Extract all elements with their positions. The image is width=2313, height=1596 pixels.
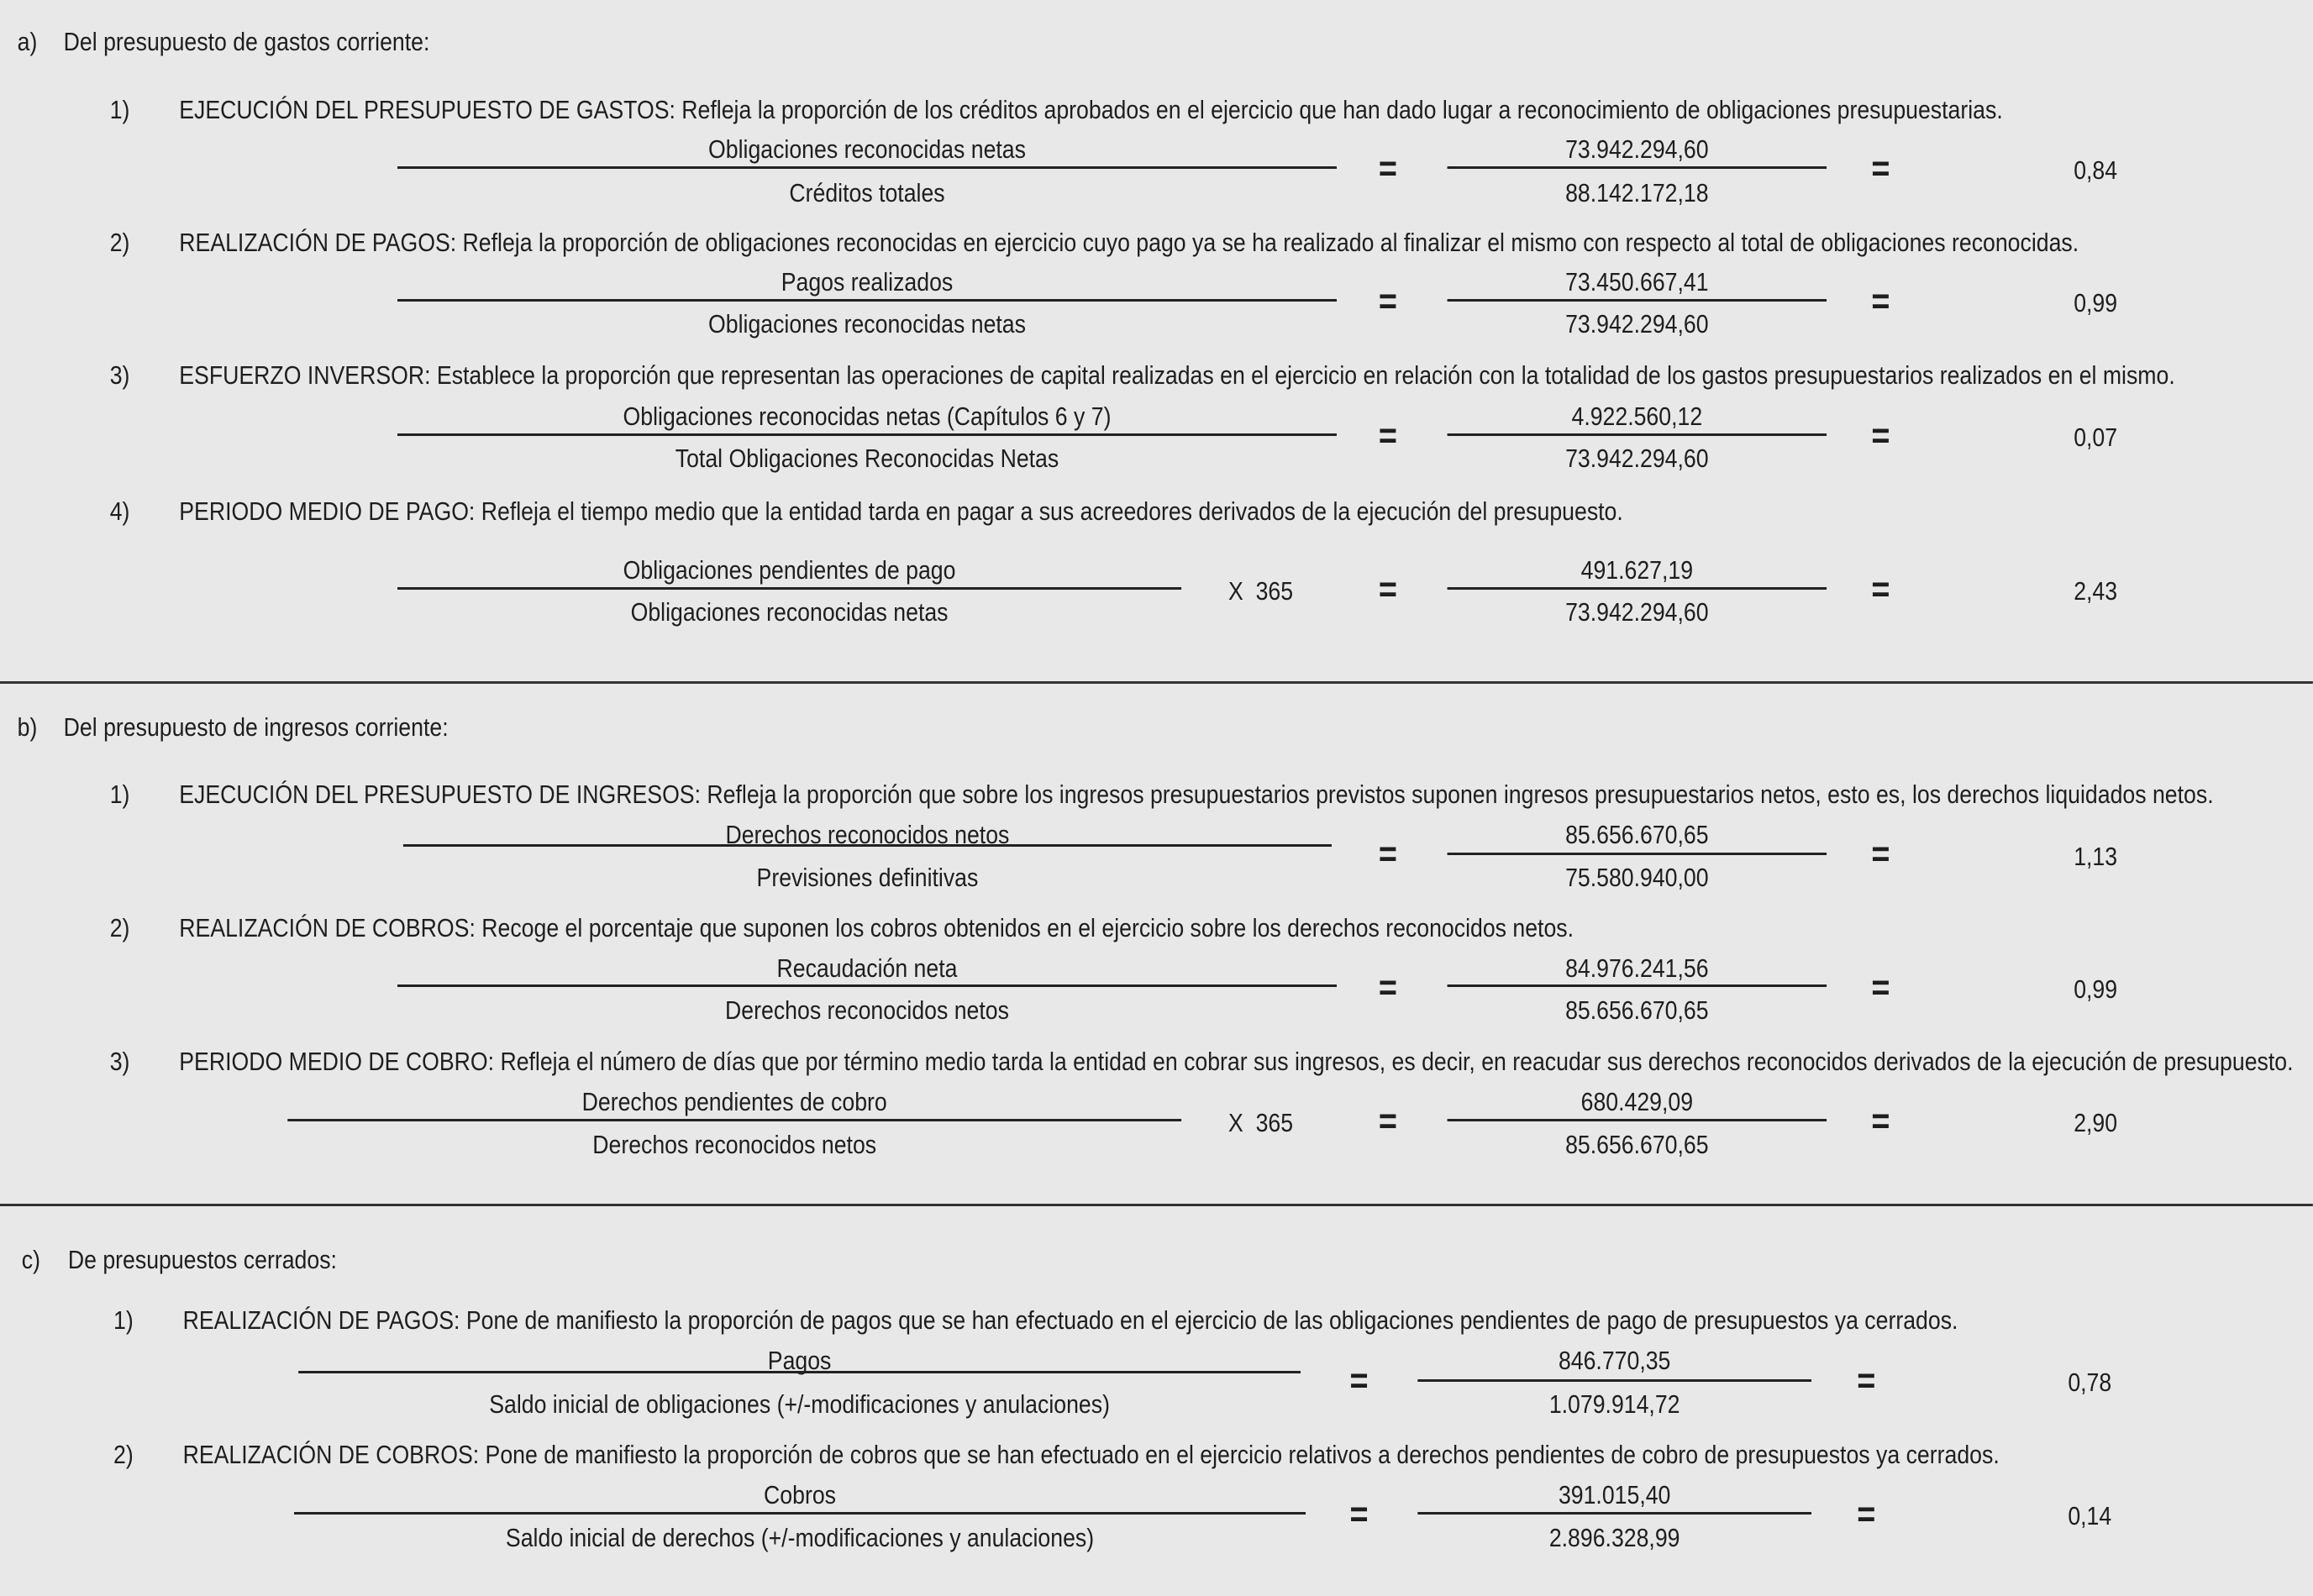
value-fraction-line [1448,166,1827,169]
numerator-value: 73.450.667,41 [1565,267,1709,297]
equals-sign: = [1857,1494,1876,1535]
section-b [0,684,2313,1206]
fraction-line [287,1119,1181,1121]
numerator-value: 491.627,19 [1580,555,1694,585]
fraction-numerator-label: Obligaciones reconocidas netas [708,134,1026,164]
equals-sign: = [1378,1100,1397,1142]
value-fraction-line [1417,1379,1811,1382]
item-description: REALIZACIÓN DE COBROS: Pone de manifiesto la proporción de cobros que se han efectuado en el ejercicio relativos a derechos pendientes de cobro de presupuestos ya cerrados. [182,1440,2000,1469]
value-fraction-line [1448,587,1827,590]
fraction-denominator-label: Derechos reconocidos netos [725,995,1009,1025]
equals-sign: = [1871,967,1890,1008]
fraction-denominator-label: Obligaciones reconocidas netas [630,597,949,627]
equals-sign: = [1871,281,1890,322]
item-number: 2) [109,228,130,257]
denominator-value: 73.942.294,60 [1565,444,1709,473]
equals-sign: = [1378,833,1397,874]
value-fraction-line [1448,853,1827,855]
item-description: EJECUCIÓN DEL PRESUPUESTO DE GASTOS: Refleja la proporción de los créditos aprobados en el ejercicio que han dado lugar a reconocimiento de obligaciones presupuestarias. [179,95,2003,124]
fraction-denominator-label: Derechos reconocidos netos [592,1130,877,1159]
equals-sign: = [1871,415,1890,456]
denominator-value: 75.580.940,00 [1565,863,1709,892]
item-description: EJECUCIÓN DEL PRESUPUESTO DE INGRESOS: Refleja la proporción que sobre los ingresos presupuestarios previstos suponen ingresos presupuestarios netos, esto es, los derechos liquidados netos. [179,780,2214,809]
fraction-numerator-label: Recaudación neta [776,953,958,983]
denominator-value: 1.079.914,72 [1548,1389,1680,1419]
fraction-line [397,587,1181,590]
equals-sign: = [1871,1100,1890,1142]
equals-sign: = [1378,281,1397,322]
result-value: 0,14 [2068,1501,2112,1530]
denominator-value: 73.942.294,60 [1565,597,1709,627]
section-a [0,0,2313,684]
denominator-value: 2.896.328,99 [1548,1523,1680,1552]
section-letter: b) [17,712,38,742]
denominator-value: 85.656.670,65 [1565,1130,1709,1159]
fraction-line [397,299,1337,302]
fraction-denominator-label: Total Obligaciones Reconocidas Netas [675,444,1059,473]
item-description: PERIODO MEDIO DE COBRO: Refleja el número de días que por término medio tarda la entidad en cobrar sus ingresos, es decir, en reacudar sus derechos reconocidos derivados de la ejecución de presupuesto. [179,1047,2294,1076]
fraction-numerator-label: Obligaciones reconocidas netas (Capítulos 6 y 7) [623,402,1112,431]
item-description: PERIODO MEDIO DE PAGO: Refleja el tiempo medio que la entidad tarda en pagar a sus acreedores derivados de la ejecución del presupuesto. [179,496,1623,526]
result-value: 0,84 [2074,155,2118,185]
equals-sign: = [1378,415,1397,456]
denominator-value: 88.142.172,18 [1565,178,1709,207]
item-number: 2) [109,913,130,942]
fraction-numerator-label: Derechos pendientes de cobro [581,1087,887,1116]
item-description: ESFUERZO INVERSOR: Establece la proporción que representan las operaciones de capital realizadas en el ejercicio en relación con la totalidad de los gastos presupuestarios realizados en el mismo. [179,360,2175,390]
numerator-value: 846.770,35 [1558,1346,1671,1375]
section-title: De presupuestos cerrados: [67,1245,337,1274]
result-value: 0,78 [2068,1368,2112,1397]
result-value: 1,13 [2074,842,2118,871]
equals-sign: = [1349,1360,1369,1401]
numerator-value: 84.976.241,56 [1565,953,1709,983]
fraction-numerator-label: Pagos realizados [781,267,954,297]
value-fraction-line [1448,433,1827,436]
equals-sign: = [1378,569,1397,610]
item-number: 1) [109,780,130,809]
item-number: 1) [113,1305,134,1335]
section-letter: c) [21,1245,41,1274]
fraction-line [294,1512,1306,1515]
equals-sign: = [1378,148,1397,189]
equals-sign: = [1378,967,1397,1008]
fraction-line [403,844,1332,847]
equals-sign: = [1871,569,1890,610]
fraction-numerator-label: Derechos reconocidos netos [725,820,1010,849]
section-c [0,1206,2313,1596]
section-letter: a) [17,27,38,56]
value-fraction-line [1417,1512,1811,1515]
numerator-value: 73.942.294,60 [1565,134,1709,164]
item-number: 3) [109,360,130,390]
item-description: REALIZACIÓN DE PAGOS: Refleja la proporción de obligaciones reconocidas en ejercicio cuyo pago ya se ha realizado al finalizar el mismo con respecto al total de obligaciones reconocidas. [179,228,2079,257]
denominator-value: 85.656.670,65 [1565,995,1709,1025]
value-fraction-line [1448,299,1827,302]
item-description: REALIZACIÓN DE PAGOS: Pone de manifiesto la proporción de pagos que se han efectuado en el ejercicio de las obligaciones pendientes de pago de presupuestos ya cerrados. [182,1305,1958,1335]
denominator-value: 73.942.294,60 [1565,309,1709,339]
item-description: REALIZACIÓN DE COBROS: Recoge el porcentaje que suponen los cobros obtenidos en el ejercicio sobre los derechos reconocidos netos. [179,913,1574,942]
item-number: 3) [109,1047,130,1076]
fraction-line [397,984,1337,987]
equals-sign: = [1871,833,1890,874]
fraction-denominator-label: Obligaciones reconocidas netas [708,309,1026,339]
item-number: 1) [109,95,130,124]
multiplier: X 365 [1228,576,1294,606]
equals-sign: = [1871,148,1890,189]
fraction-denominator-label: Créditos totales [789,178,945,207]
value-fraction-line [1448,984,1827,987]
fraction-denominator-label: Saldo inicial de derechos (+/-modificaciones y anulaciones) [505,1523,1095,1552]
equals-sign: = [1349,1494,1369,1535]
result-value: 0,07 [2074,423,2118,452]
fraction-line [298,1371,1301,1373]
section-title: Del presupuesto de gastos corriente: [63,27,430,56]
result-value: 0,99 [2074,974,2118,1004]
fraction-numerator-label: Obligaciones pendientes de pago [623,555,956,585]
result-value: 0,99 [2074,288,2118,318]
result-value: 2,90 [2074,1108,2118,1137]
equals-sign: = [1857,1360,1876,1401]
numerator-value: 85.656.670,65 [1565,820,1709,849]
numerator-value: 391.015,40 [1558,1480,1671,1509]
section-title: Del presupuesto de ingresos corriente: [63,712,449,742]
fraction-line [397,166,1337,169]
multiplier: X 365 [1228,1108,1294,1137]
value-fraction-line [1448,1119,1827,1121]
item-number: 2) [113,1440,134,1469]
fraction-denominator-label: Saldo inicial de obligaciones (+/-modificaciones y anulaciones) [489,1389,1110,1419]
fraction-numerator-label: Cobros [764,1480,836,1509]
numerator-value: 680.429,09 [1580,1087,1694,1116]
result-value: 2,43 [2074,576,2118,606]
fraction-numerator-label: Pagos [767,1346,832,1375]
numerator-value: 4.922.560,12 [1571,402,1703,431]
item-number: 4) [109,496,130,526]
fraction-line [397,433,1337,436]
fraction-denominator-label: Previsiones definitivas [756,863,979,892]
